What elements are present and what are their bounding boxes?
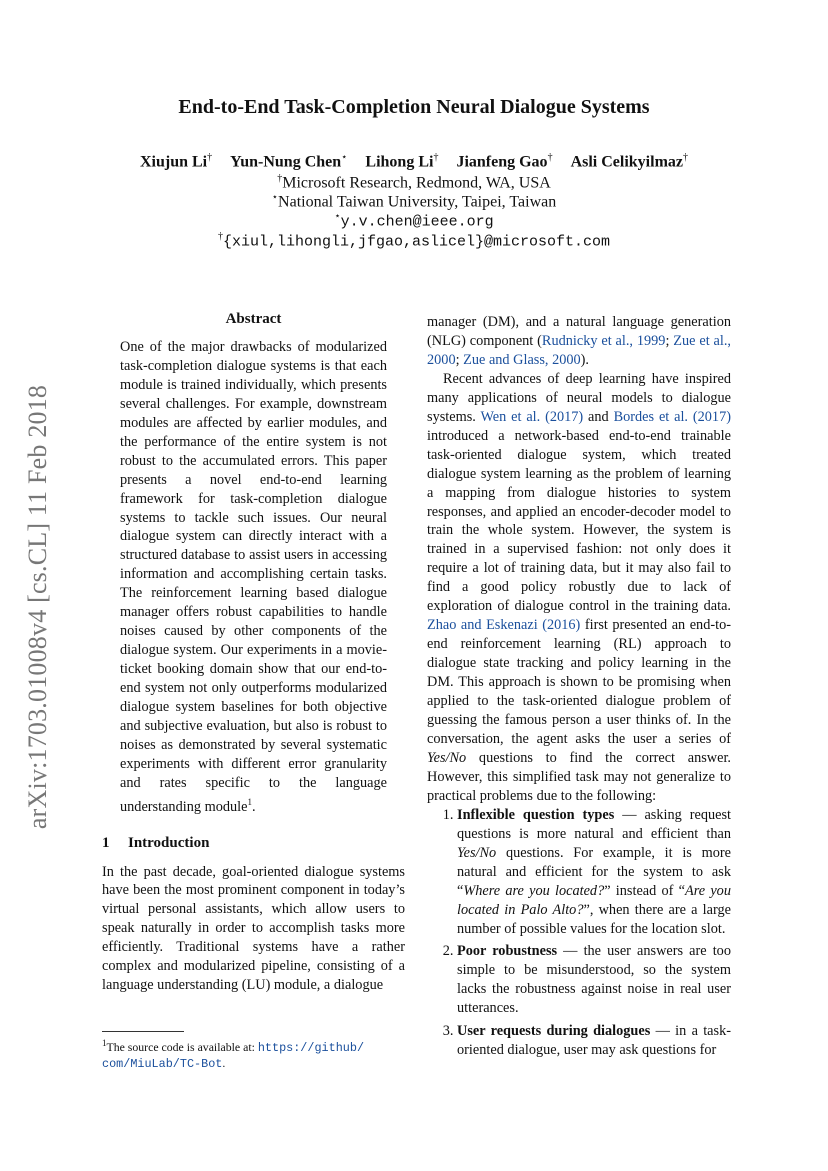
source-code-link[interactable]: https://github/ com/MiuLab/TC-Bot — [102, 1040, 365, 1071]
author: Lihong Li† — [365, 152, 439, 171]
paper-title: End-to-End Task-Completion Neural Dialogue Systems — [178, 96, 650, 118]
citation-link[interactable]: Bordes et al. (2017) — [613, 408, 731, 425]
author: Asli Celikyilmaz† — [570, 152, 688, 171]
citation-link[interactable]: Zue and Glass, 2000 — [463, 351, 581, 368]
affiliation-ntu: ⋆National Taiwan University, Taipei, Taiwan — [271, 192, 557, 211]
list-item: 2. Poor robustness — the user answers are too simple to be misunderstood, so the system lacks the robustness against noise in real user utterances. — [457, 942, 731, 1018]
author: Jianfeng Gao† — [456, 152, 553, 171]
section-heading-introduction: 1 Introduction — [102, 834, 210, 851]
citation-link[interactable]: Rudnicky et al., 1999 — [541, 332, 666, 349]
list-item: 3. User requests during dialogues — in a task-oriented dialogue, user may ask questions for — [457, 1022, 731, 1060]
paragraph: Recent advances of deep learning have inspired many applications of neural models to dialogue systems. Wen et al. (2017) and Bordes et al. (2017) introduced a network-based end-to-end trainable task-oriented dialogue system, which treated dialogue system learning as the problem of learning a mapping from dialogue histories to system responses, and applied an encoder-decoder model to train the whole system. However, the system is trained in a supervised fashion: not only does it require a lot of training data, but it may also fail to find a good policy robustly due to lack of exploration of dialogue control in the training data. Zhao and Eskenazi (2016) first presented an end-to-end reinforcement learning (RL) approach to dialogue state tracking and policy learning in the DM. This approach is shown to be promising when applied to the task-oriented dialogue problem of guessing the famous person a user thinks of. In the conversation, the agent asks the user a series of Yes/No questions to find the correct answer. However, this simplified task may not generalize to practical problems due to the following: — [427, 370, 731, 804]
abstract-heading: Abstract — [225, 311, 282, 327]
author: Yun-Nung Chen⋆ — [230, 152, 348, 171]
paragraph: manager (DM), and a natural language generation (NLG) component (Rudnicky et al., 1999; Zue et al., 2000; Zue and Glass, 2000). — [427, 314, 731, 368]
affiliation-microsoft: †Microsoft Research, Redmond, WA, USA — [277, 173, 551, 192]
left-column — [102, 310, 405, 995]
intro-paragraph: In the past decade, goal-oriented dialogue systems have been the most prominent component in today’s virtual personal assistants, which allow users to speak naturally in order to accomplish tasks more efficiently. Traditional systems have a rather complex and modularized pipeline, consisting of a language understanding (LU) module, a dialogue — [102, 863, 405, 994]
right-column — [427, 313, 731, 1064]
citation-link[interactable]: Zhao and Eskenazi (2016) — [427, 617, 581, 634]
list-item: 1. Inflexible question types — asking request questions is more natural and efficient than Yes/No questions. For example, it is more natural and efficient for the system to ask “Where are you located?” instead of “Are you located in Palo Alto?”, when there are a large number of possible values for the location slot. — [457, 806, 731, 939]
citation-link[interactable]: Wen et al. (2017) — [480, 408, 584, 425]
arxiv-identifier-text: arXiv:1703.01008v4 [cs.CL] 11 Feb 2018 — [23, 384, 53, 830]
citation-link[interactable]: Zue et al., 2000 — [427, 332, 731, 368]
footnote: $^1$The source code is available at: https://github/ com/MiuLab/TC-Bot. — [102, 1038, 365, 1071]
email-microsoft: †{xiul,lihongli,jfgao,aslicel}@microsoft.com — [217, 231, 611, 251]
arxiv-identifier — [20, 357, 56, 857]
issue-list — [427, 806, 731, 1060]
author-list — [0, 152, 828, 171]
email-ntu: ⋆y.v.chen@ieee.org — [334, 211, 494, 231]
author: Xiujun Li† — [139, 152, 213, 171]
footnote-rule — [102, 1031, 184, 1032]
abstract-body: One of the major drawbacks of modularized task-completion dialogue systems is that each module is trained individually, which presents several challenges. For example, downstream modules are affected by earlier modules, and the performance of the entire system is not robust to the accumulated errors. This paper presents a novel end-to-end learning framework for task-completion dialogue systems to tackle such issues. Our neural dialogue system can directly interact with a structured database to assist users in accessing information and accomplishing certain tasks. The reinforcement learning based dialogue manager offers robust capabilities to handle noises caused by other components of the dialogue system. Our experiments in a movie-ticket booking domain show that our end-to-end system not only outperforms modularized dialogue system baselines for both objective and subjective evaluation, but also is robust to noises as demonstrated by several systematic experiments with different error granularity and rates specific to the language understanding module$^1$. — [120, 338, 387, 815]
